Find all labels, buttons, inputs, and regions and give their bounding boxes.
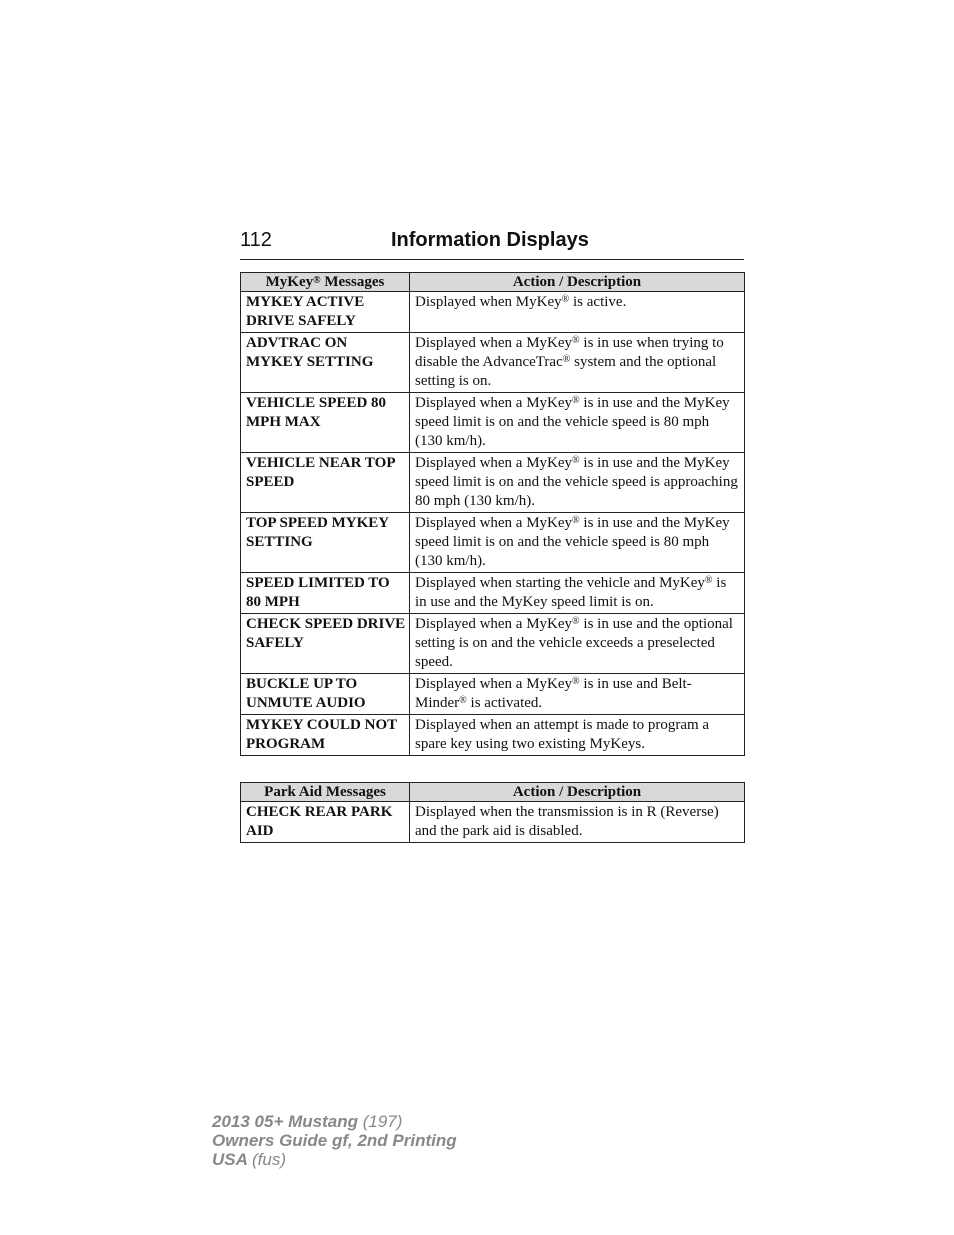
table-row — [241, 292, 745, 333]
message-cell: TOP SPEED MYKEY SETTING — [241, 513, 410, 573]
table-row — [241, 614, 745, 674]
section-title: Information Displays — [391, 229, 589, 251]
message-cell: MYKEY COULD NOT PROGRAM — [241, 715, 410, 756]
mykey-messages-table — [240, 272, 745, 756]
park-aid-messages-column-header: Park Aid Messages — [241, 783, 410, 802]
table-header-row — [241, 273, 745, 292]
message-cell: BUCKLE UP TO UNMUTE AUDIO — [241, 674, 410, 715]
table-row — [241, 453, 745, 513]
table-row — [241, 333, 745, 393]
description-cell: Displayed when starting the vehicle and MyKey® is in use and the MyKey speed limit is on. — [410, 573, 745, 614]
message-cell: SPEED LIMITED TO 80 MPH — [241, 573, 410, 614]
description-cell: Displayed when a MyKey® is in use when trying to disable the AdvanceTrac® system and the optional setting is on. — [410, 333, 745, 393]
action-description-column-header: Action / Description — [410, 783, 745, 802]
footer-line-guide: Owners Guide gf, 2nd Printing — [212, 1131, 457, 1150]
description-cell: Displayed when the transmission is in R (Reverse) and the park aid is disabled. — [410, 802, 745, 843]
message-cell: VEHICLE SPEED 80 MPH MAX — [241, 393, 410, 453]
footer-line-market: USA (fus) — [212, 1150, 286, 1169]
message-cell: VEHICLE NEAR TOP SPEED — [241, 453, 410, 513]
description-cell: Displayed when a MyKey® is in use and the MyKey speed limit is on and the vehicle speed is 80 mph (130 km/h). — [410, 513, 745, 573]
message-cell: CHECK REAR PARK AID — [241, 802, 410, 843]
table-row — [241, 513, 745, 573]
page-header — [240, 229, 744, 260]
table-row — [241, 715, 745, 756]
description-cell: Displayed when a MyKey® is in use and the MyKey speed limit is on and the vehicle speed is 80 mph (130 km/h). — [410, 393, 745, 453]
table-row — [241, 393, 745, 453]
description-cell: Displayed when MyKey® is active. — [410, 292, 745, 333]
action-description-column-header: Action / Description — [410, 273, 745, 292]
table-row — [241, 674, 745, 715]
message-cell: CHECK SPEED DRIVE SAFELY — [241, 614, 410, 674]
table-row — [241, 573, 745, 614]
footer-line-model: 2013 05+ Mustang (197) — [212, 1112, 403, 1131]
table-row — [241, 802, 745, 843]
message-cell: ADVTRAC ON MYKEY SETTING — [241, 333, 410, 393]
park-aid-messages-table — [240, 782, 745, 843]
mykey-messages-column-header: MyKey® Messages — [241, 273, 410, 292]
document-footer — [212, 1112, 457, 1169]
description-cell: Displayed when a MyKey® is in use and the optional setting is on and the vehicle exceeds a preselected speed. — [410, 614, 745, 674]
description-cell: Displayed when a MyKey® is in use and the MyKey speed limit is on and the vehicle speed is approaching 80 mph (130 km/h). — [410, 453, 745, 513]
description-cell: Displayed when a MyKey® is in use and Belt-Minder® is activated. — [410, 674, 745, 715]
message-cell: MYKEY ACTIVE DRIVE SAFELY — [241, 292, 410, 333]
table-header-row — [241, 783, 745, 802]
page-number: 112 — [240, 229, 272, 251]
description-cell: Displayed when an attempt is made to program a spare key using two existing MyKeys. — [410, 715, 745, 756]
